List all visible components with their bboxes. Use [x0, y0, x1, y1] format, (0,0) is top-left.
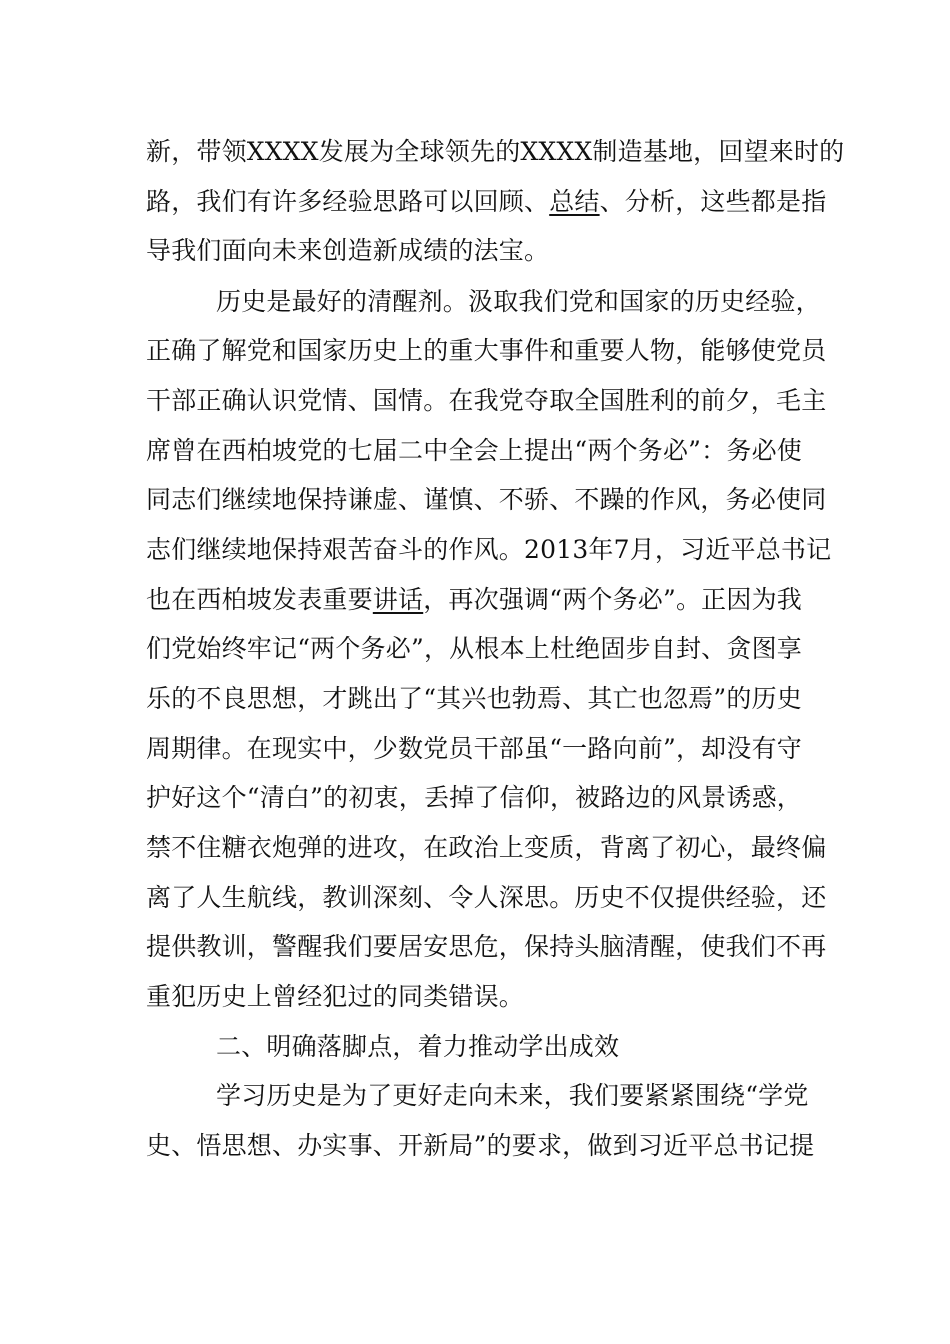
p2-line-14: 提供教训，警醒我们要居安思危，保持头脑清醒，使我们不再 [146, 932, 827, 961]
p2-line-7 [146, 580, 802, 620]
p2-line-4: 席曾在西柏坡党的七届二中全会上提出“两个务必”：务必使 [146, 436, 802, 465]
p2-line-13: 离了人生航线，教训深刻、令人深思。历史不仅提供经验，还 [146, 883, 827, 912]
p2-line-3: 干部正确认识党情、国情。在我党夺取全国胜利的前夕，毛主 [146, 386, 827, 415]
p1-line-2 [146, 182, 827, 222]
p2-line-1: 历史是最好的清醒剂。汲取我们党和国家的历史经验， [216, 287, 821, 316]
p2-line-7-text-a: 也在西柏坡发表重要 [146, 585, 373, 614]
p1-line-2-text-b: 、分析，这些都是指 [599, 187, 827, 216]
p2-line-15: 重犯历史上曾经犯过的同类错误。 [146, 982, 525, 1011]
p2-line-8: 们党始终牢记“两个务必”，从根本上杜绝固步自封、贪图享 [146, 634, 802, 663]
p2-line-12: 禁不住糖衣炮弹的进攻，在政治上变质，背离了初心，最终偏 [146, 833, 827, 862]
p1-line-2-text-a: 路，我们有许多经验思路可以回顾、 [146, 187, 550, 216]
p2-line-2: 正确了解党和国家历史上的重大事件和重要人物，能够使党员 [146, 336, 827, 365]
p2-line-11: 护好这个“清白”的初衷，丢掉了信仰，被路边的风景诱惑， [146, 783, 802, 812]
p1-line-3: 导我们面向未来创造新成绩的法宝。 [146, 236, 550, 265]
p1-line-1: 新，带领XXXX发展为全球领先的XXXX制造基地，回望来时的 [146, 137, 845, 166]
p2-line-5: 同志们继续地保持谦虚、谨慎、不骄、不躁的作风，务必使同 [146, 485, 827, 514]
p2-line-7-text-b: ，再次强调“两个务必”。正因为我 [423, 585, 802, 614]
p2-line-9: 乐的不良思想，才跳出了“其兴也勃焉、其亡也忽焉”的历史 [146, 684, 802, 713]
p2-line-6: 志们继续地保持艰苦奋斗的作风。2013年7月，习近平总书记 [146, 535, 832, 564]
p2-line-10: 周期律。在现实中，少数党员干部虽“一路向前”，却没有守 [146, 734, 802, 763]
link-summary[interactable]: 总结 [549, 187, 600, 216]
section-heading: 二、明确落脚点，着力推动学出成效 [216, 1032, 620, 1061]
p3-line-1: 学习历史是为了更好走向未来，我们要紧紧围绕“学党 [216, 1081, 809, 1110]
p3-line-2: 史、悟思想、办实事、开新局”的要求，做到习近平总书记提 [146, 1131, 815, 1160]
link-speech[interactable]: 讲话 [372, 585, 424, 614]
